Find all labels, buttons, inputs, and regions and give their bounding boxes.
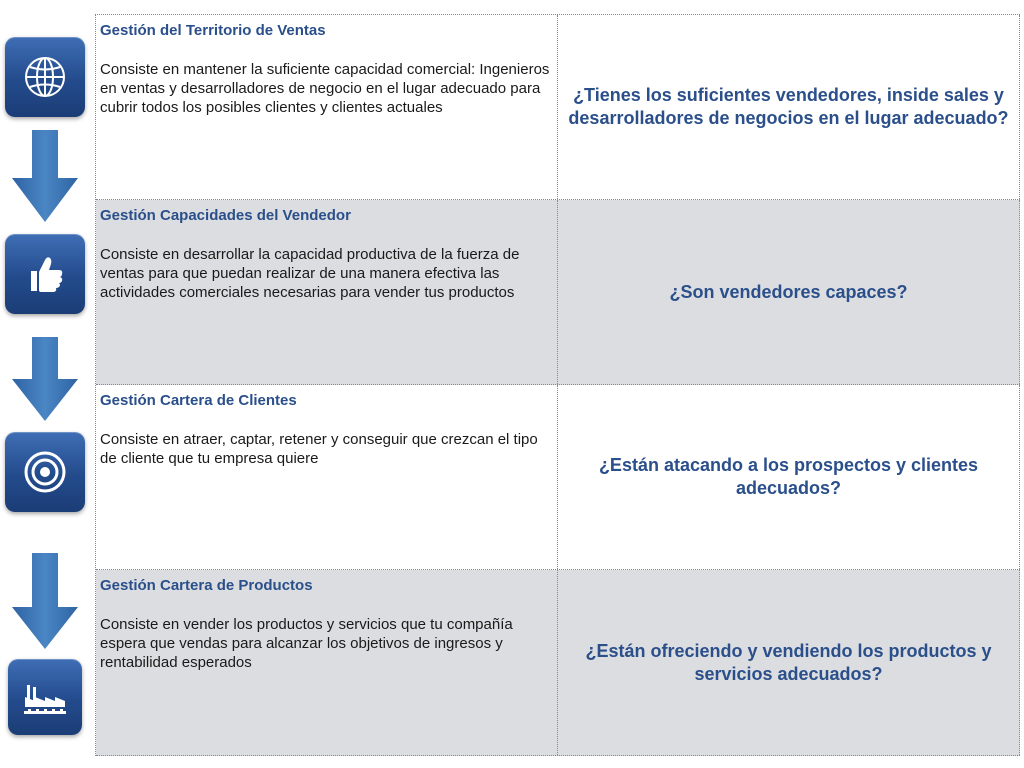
row-description: Consiste en mantener la suficiente capacidad comercial: Ingenieros en ventas y desarrolladores de negocio en el lugar adecuado para cubrir todos los posibles clientes y clientes actuales: [100, 61, 550, 116]
row-question-cell: [558, 200, 1020, 384]
sales-management-table: [95, 14, 1020, 756]
arrow-down-icon: [12, 553, 78, 649]
row-description: Consiste en vender los productos y servicios que tu compañía espera que vendas para alcanzar los objetivos de ingresos y rentabilidad esperados: [100, 616, 513, 671]
row-info-cell: [96, 570, 558, 755]
row-question: ¿Tienes los suficientes vendedores, inside sales y desarrolladores de negocios en el lugar adecuado?: [568, 85, 1009, 128]
thumbs-up-tile: [5, 234, 85, 314]
factory-tile: [8, 659, 82, 735]
row-question: ¿Están atacando a los prospectos y clientes adecuados?: [598, 455, 979, 498]
row-title: Gestión del Territorio de Ventas: [100, 22, 326, 39]
row-info-cell: [96, 385, 558, 569]
table-row: [96, 200, 1020, 385]
row-question-cell: [558, 15, 1020, 199]
arrow-down-icon: [12, 130, 78, 222]
arrow-down-icon: [12, 337, 78, 421]
row-description: Consiste en desarrollar la capacidad productiva de la fuerza de ventas para que puedan realizar de una manera efectiva las actividades comerciales necesarias para vender tus productos: [100, 246, 520, 301]
row-description: Consiste en atraer, captar, retener y conseguir que crezcan el tipo de cliente que tu empresa quiere: [100, 431, 538, 467]
thumbs-up-icon: [22, 251, 68, 297]
table-row: [96, 385, 1020, 570]
arrow-down-1: [12, 130, 78, 222]
row-info-cell: [96, 15, 558, 199]
row-title: Gestión Capacidades del Vendedor: [100, 207, 351, 224]
row-question-cell: [558, 385, 1020, 569]
target-tile: [5, 432, 85, 512]
factory-icon: [22, 677, 68, 717]
row-question-cell: [558, 570, 1020, 755]
globe-tile: [5, 37, 85, 117]
row-question: ¿Son vendedores capaces?: [669, 281, 908, 302]
arrow-down-3: [12, 553, 78, 649]
arrow-down-2: [12, 337, 78, 421]
globe-icon: [22, 54, 68, 100]
row-title: Gestión Cartera de Clientes: [100, 392, 297, 409]
row-title: Gestión Cartera de Productos: [100, 577, 313, 594]
row-question: ¿Están ofreciendo y vendiendo los productos y servicios adecuados?: [585, 640, 992, 684]
target-icon: [22, 449, 68, 495]
table-row: [96, 570, 1020, 756]
row-info-cell: [96, 200, 558, 384]
table-row: [96, 15, 1020, 200]
